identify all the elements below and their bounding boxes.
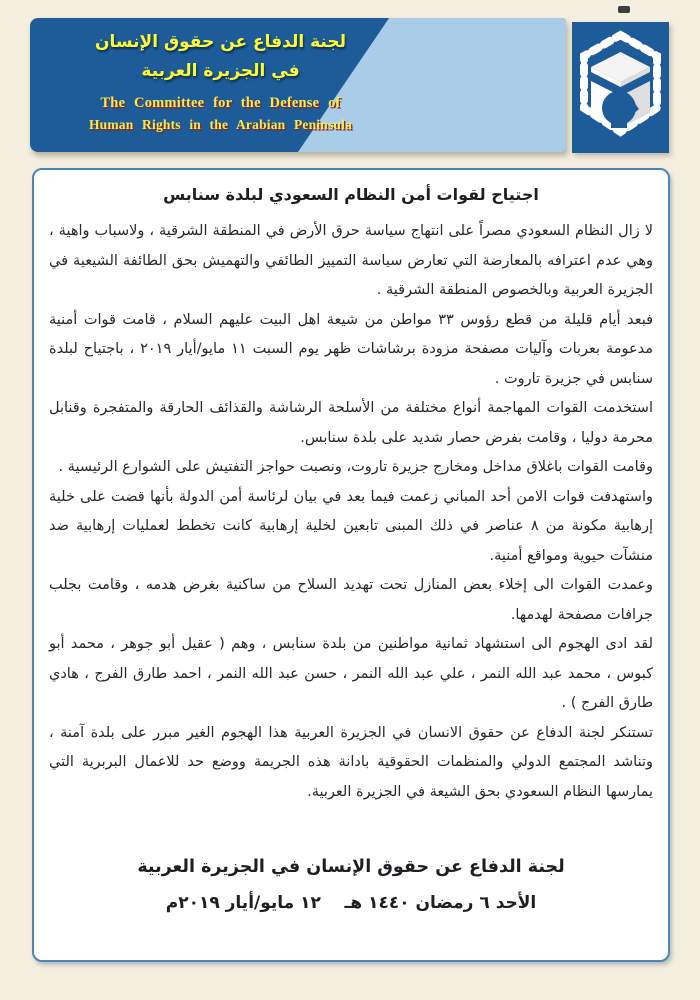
statement-body	[32, 168, 670, 962]
org-title-english-line1: The Committee for the Defense of	[100, 95, 341, 111]
footer-date: الأحد ٦ رمضان ١٤٤٠ هـ ١٢ مايو/أيار ٢٠١٩م	[165, 893, 537, 913]
committee-logo	[572, 22, 669, 153]
paragraph-5: واستهدفت قوات الامن أحد المباني زعمت فيما بعد في بيان لرئاسة أمن الدولة بأنها قضت على خلية إرهابية مكونة من ٨ عناصر في ذلك المبنى تابعين لخلية إرهابية كانت تخطط لعمليات إرهابية ضد منشآت حيوية ومواقع أمنية.	[49, 488, 653, 564]
paragraph-8: تستنكر لجنة الدفاع عن حقوق الانسان في الجزيرة العربية هذا الهجوم الغير مبرر على بلدة آمنة ، وتناشد المجتمع الدولي والمنظمات الحقوقية بادانة هذه الجريمة ووضع حد للاعمال البربرية التي يمارسها النظام السعودي بحق الشيعة في الجزيرة العربية.	[49, 724, 653, 800]
scan-artifact-top	[618, 6, 630, 13]
kaaba-head-chain-emblem-icon	[572, 22, 669, 153]
org-title-arabic-line2: في الجزيرة العربية	[141, 61, 300, 81]
paragraph-6: وعمدت القوات الى إخلاء بعض المنازل تحت تهديد السلاح من ساكنية بغرض هدمه ، وقامت بجلب جرافات مصفحة لهدمها.	[49, 577, 653, 623]
statement-footer	[49, 849, 653, 922]
paragraph-1: لا زال النظام السعودي مصراً على انتهاج سياسة حرق الأرض في المنطقة الشرقية ، ولاسباب واهية ، وهي عدم اعترافه بالمعارضة التي تعارض سياسة التمييز الطائفي والتهميش بحق الطائفة الشيعية في الجزيرة العربية وبالخصوص المنطقة الشرقية .	[49, 223, 653, 298]
org-title-english-line2: Human Rights in the Arabian Peninsula	[88, 117, 353, 132]
footer-organization: لجنة الدفاع عن حقوق الإنسان في الجزيرة العربية	[137, 857, 565, 877]
org-title-arabic-line1: لجنة الدفاع عن حقوق الإنسان	[94, 32, 347, 52]
paragraph-4: وقامت القوات باغلاق مداخل ومخارج جزيرة تاروت، ونصبت حواجز التفتيش على الشوارع الرئيسية .	[58, 459, 653, 475]
paragraph-3: استخدمت القوات المهاجمة أنواع مختلفة من الأسلحة الرشاشة والقذائف الحارقة والمتفجرة وقنابل محرمة دوليا ، وقامت بفرض حصار شديد على بلدة سنابس.	[49, 400, 653, 446]
header-banner	[30, 18, 566, 152]
paragraph-7: لقد ادى الهجوم الى استشهاد ثمانية مواطنين من بلدة سنابس ، وهم ( عقيل أبو جوهر ، محمد أبو كبوس ، محمد عبد الله النمر ، علي عبد الله النمر ، حسن عبد الله النمر ، احمد طارق الفرج ، هادي طارق الفرج ) .	[49, 636, 653, 711]
org-title-block	[48, 28, 393, 136]
statement-title: اجتياح لقوات أمن النظام السعودي لبلدة سنابس	[163, 185, 539, 204]
paragraph-2: فبعد أيام قليلة من قطع رؤوس ٣٣ مواطن من شيعة اهل البيت عليهم السلام ، قامت قوات أمنية مدعومة بعربات وآليات مصفحة مزودة برشاشات ظهر يوم السبت ١١ مايو/أيار ٢٠١٩ ، باجتياح لبلدة سنابس في جزيرة تاروت .	[49, 311, 653, 387]
